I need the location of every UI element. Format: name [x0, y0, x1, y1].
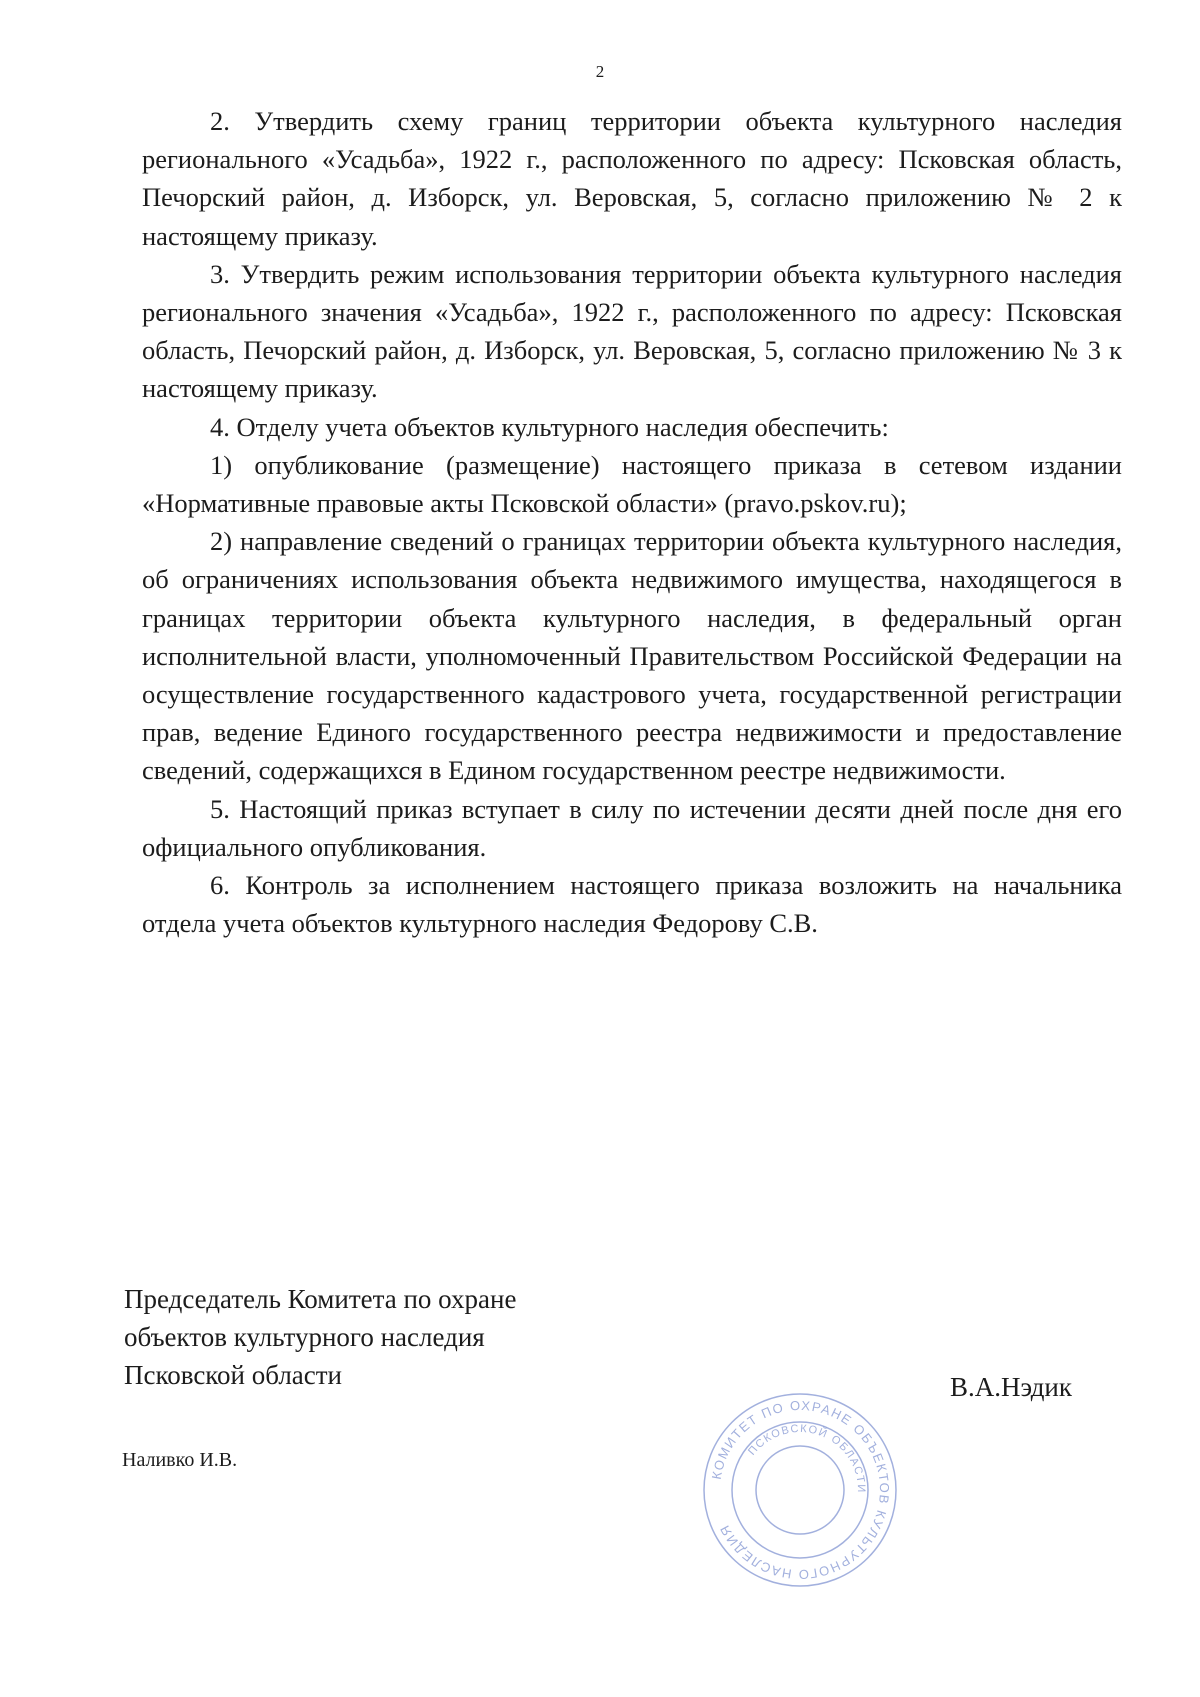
stamp-outer-text: КОМИТЕТ ПО ОХРАНЕ ОБЪЕКТОВ КУЛЬТУРНОГО НАСЛЕДИЯ	[708, 1397, 893, 1583]
page-number: 2	[595, 62, 605, 81]
signer-title-line: объектов культурного наследия	[124, 1322, 485, 1352]
signer-title-line: Псковской области	[124, 1360, 343, 1390]
paragraph-4-2: 2) направление сведений о границах территории объекта культурного наследия, об ограничениях использования объекта недвижимого имущества, находящегося в границах территории объекта культурного наследия, в федеральный орган исполнительной власти, уполномоченный Правительством Российской Федерации на осуществление государственного кадастрового учета, государственной регистрации прав, ведение Единого государственного реестра недвижимости и предоставление сведений, содержащихся в Едином государственном реестре недвижимости.	[142, 526, 1122, 786]
signer-title	[124, 1280, 516, 1394]
order-body	[142, 102, 1122, 942]
paragraph-3: 3. Утвердить режим использования территории объекта культурного наследия регионального значения «Усадьба», 1922 г., расположенного по адресу: Псковская область, Печорский район, д. Изборск, ул. Веровская, 5, согласно приложению № 3 к настоящему приказу.	[142, 258, 1122, 404]
signer-title-line: Председатель Комитета по охране	[124, 1284, 517, 1314]
signer-name: В.А.Нэдик	[950, 1372, 1073, 1402]
paragraph-4-1: 1) опубликование (размещение) настоящего приказа в сетевом издании «Нормативные правовые акты Псковской области» (pravo.pskov.ru);	[142, 449, 1122, 519]
stamp-inner-text: ПСКОВСКОЙ ОБЛАСТИ	[746, 1422, 868, 1494]
svg-text:ПСКОВСКОЙ ОБЛАСТИ	[746, 1423, 867, 1494]
official-seal-stamp	[700, 1390, 900, 1590]
paragraph-2: 2. Утвердить схему границ территории объекта культурного наследия регионального «Усадьба», 1922 г., расположенного по адресу: Псковская область, Печорский район, д. Изборск, ул. Веровская, 5, согласно приложению № 2 к настоящему приказу.	[142, 106, 1122, 251]
paragraph-4: 4. Отделу учета объектов культурного наследия обеспечить:	[210, 411, 889, 442]
paragraph-5: 5. Настоящий приказ вступает в силу по истечении десяти дней после дня его официального опубликования.	[142, 793, 1122, 862]
executor-name: Наливко И.В.	[122, 1449, 238, 1471]
paragraph-6: 6. Контроль за исполнением настоящего приказа возложить на начальника отдела учета объектов культурного наследия Федорову С.В.	[142, 870, 1122, 939]
